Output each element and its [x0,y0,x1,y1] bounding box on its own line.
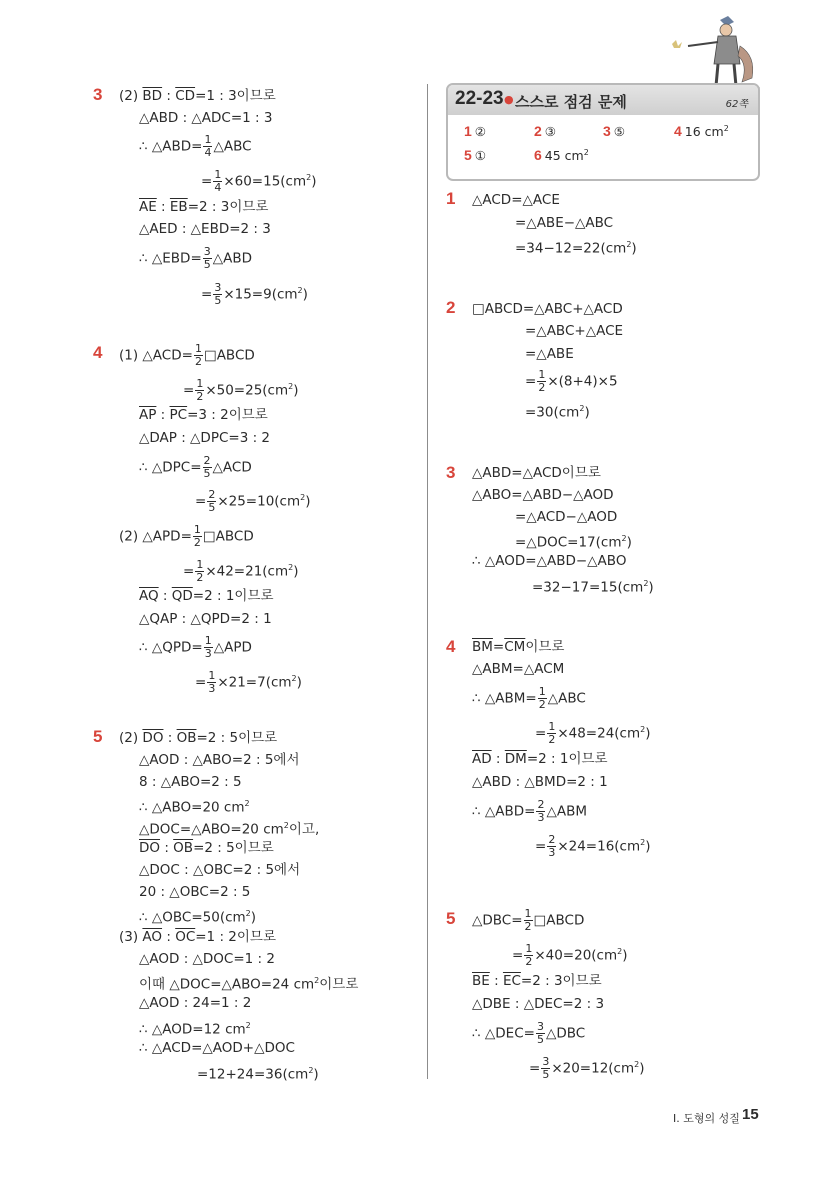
quick-answer: 5 ① [464,147,487,163]
solution-line: 이때 △DOC=△ABO=24 $cm^2$이므로 [139,976,359,993]
problem-number: 4 [93,343,103,362]
solution-line: $=34-12=22(cm^2)$ [515,240,637,257]
solution-line: $\overline{BM}=\overline{CM}$이므로 [472,639,565,655]
page-reference: 62쪽 [725,99,748,110]
solution-line: =△ABE [525,346,574,362]
problem-number: 5 [446,909,456,928]
solution-line: △QAP : △QPD=2 : 1 [139,611,272,627]
solution-line: △DOC=△ABO=20 $cm^2$이고, [139,821,320,838]
solution-line: 20 : △OBC=2 : 5 [139,884,251,900]
fraction: $\frac{1}{2}$ [538,368,546,394]
solution-line: △DBC= $\frac{1}{2}$ □ABCD [472,907,585,933]
solution-line: ∴ △AOD=12 $cm^2$ [139,1021,251,1038]
page-number: 15 [742,1106,759,1123]
fraction: $\frac{1}{2}$ [524,907,532,933]
fraction: $\frac{2}{3}$ [537,798,545,824]
solution-line: = $\frac{1}{2}$ $\times 48=24(cm^2)$ [535,720,651,746]
section-number: 22-23 [455,88,504,109]
quick-answer: 1 ② [464,123,487,139]
solution-line: $\overline{AQ}$ : $\overline{QD}=2$ : 1이므로 [139,588,274,604]
fraction: $\frac{1}{2}$ [196,377,204,403]
fraction: $\frac{1}{4}$ [214,168,222,194]
fraction: $\frac{2}{5}$ [208,488,216,514]
fraction: $\frac{1}{3}$ [208,669,216,695]
solution-line: = $\frac{3}{5}$ $\times 15=9(cm^2)$ [201,281,308,307]
solution-line: △AOD : 24=1 : 2 [139,995,252,1011]
solution-line: (1) △ACD= $\frac{1}{2}$ □ABCD [119,342,255,368]
fraction: $\frac{1}{2}$ [196,558,204,584]
solution-line: =△ACD−△AOD [515,509,618,525]
solution-line: (2) △APD= $\frac{1}{2}$ □ABCD [119,523,254,549]
solution-line: (2) $\overline{DO}$ : $\overline{OB}=2$ : 5이므로 [119,730,278,746]
fraction: $\frac{1}{2}$ [548,720,556,746]
quick-answer: 6 45 $cm^2$ [534,147,589,163]
column-divider [427,84,428,1079]
solution-line: ∴ △ABO=20 $cm^2$ [139,799,250,816]
solution-line: ∴ △DPC= $\frac{2}{5}$ △ACD [139,454,252,480]
solution-line: = $\frac{1}{2}$ $\times 42=21(cm^2)$ [183,558,299,584]
fraction: $\frac{2}{3}$ [548,833,556,859]
solution-line: = $\frac{1}{4}$ $\times 60=15(cm^2)$ [201,168,317,194]
self-check-header [448,85,758,115]
solution-line: =△ABC+△ACE [525,323,624,339]
solution-line: = $\frac{1}{3}$ $\times 21=7(cm^2)$ [195,669,302,695]
solution-line: □ABCD=△ABC+△ACD [472,301,623,317]
solution-line: △ABO=△ABD−△AOD [472,487,614,503]
solution-line: $\overline{DO}$ : $\overline{OB}=2$ : 5이므로 [139,840,274,856]
solution-line: $=32-17=15(cm^2)$ [532,579,654,596]
solution-line: △AOD : △DOC=1 : 2 [139,951,275,967]
solution-line: ∴ △QPD= $\frac{1}{3}$ △APD [139,634,252,660]
solution-line: △ABD : △BMD=2 : 1 [472,774,608,790]
quick-answer: 4 16 $cm^2$ [674,123,729,139]
solution-line: ∴ $\triangle OBC=50(cm^2)$ [139,909,257,926]
fraction: $\frac{3}{5}$ [214,281,222,307]
problem-number: 1 [446,189,456,208]
solution-line: (3) $\overline{AO}$ : $\overline{OC}=1$ : 2이므로 [119,929,276,945]
solution-line: =△ABE−△ABC [515,215,614,231]
problem-number: 3 [446,463,456,482]
quick-answer: 2 ③ [534,123,557,139]
solution-line: △DOC : △OBC=2 : 5에서 [139,862,301,878]
solution-line: = $\frac{1}{2}$ $\times 40=20(cm^2)$ [512,942,628,968]
solution-line: △DBE : △DEC=2 : 3 [472,996,605,1012]
solution-line: $=\triangle DOC=17(cm^2)$ [515,534,632,551]
problem-number: 2 [446,298,456,317]
solution-line: ∴ △ABD= $\frac{1}{4}$ △ABC [139,133,252,159]
solution-line: △AED : △EBD=2 : 3 [139,221,271,237]
solution-line: △ABM=△ACM [472,661,565,677]
quick-answer: 3 ⑤ [603,123,626,139]
fraction: $\frac{1}{2}$ [538,685,546,711]
solution-line: 8 : △ABO=2 : 5 [139,774,242,790]
fraction: $\frac{3}{5}$ [203,245,211,271]
solution-line: $\overline{AP}$ : $\overline{PC}=3$ : 2이므로 [139,407,268,423]
fraction: $\frac{1}{2}$ [525,942,533,968]
solution-line: △AOD : △ABO=2 : 5에서 [139,752,300,768]
fraction: $\frac{1}{2}$ [194,342,202,368]
solution-line: △ACD=△ACE [472,192,560,208]
fraction: $\frac{2}{5}$ [203,454,211,480]
solution-line: ∴ △ABD= $\frac{2}{3}$ △ABM [472,798,587,824]
solution-line: △ABD : △ADC=1 : 3 [139,110,273,126]
solution-line: ∴ △DEC= $\frac{3}{5}$ △DBC [472,1020,586,1046]
solution-line: △DAP : △DPC=3 : 2 [139,430,271,446]
solution-line: ∴ △ABM= $\frac{1}{2}$ △ABC [472,685,586,711]
solution-line: $\overline{BE}$ : $\overline{EC}=2$ : 3이므로 [472,973,602,989]
solution-line: $=30(cm^2)$ [525,404,590,421]
solution-line: $\overline{AE}$ : $\overline{EB}=2$ : 3이므로 [139,199,269,215]
solution-line: ∴ △ACD=△AOD+△DOC [139,1040,295,1056]
fraction: $\frac{3}{5}$ [536,1020,544,1046]
solution-line: ∴ △AOD=△ABD−△ABO [472,553,627,569]
solution-line: = $\frac{1}{2}$ $\times 50=25(cm^2)$ [183,377,299,403]
solution-line: $\overline{AD}$ : $\overline{DM}=2$ : 1이므로 [472,751,608,767]
solution-line: (2) $\overline{BD}$ : $\overline{CD}=1$ : 3이므로 [119,88,276,104]
solution-line: = $\frac{2}{5}$ $\times 25=10(cm^2)$ [195,488,311,514]
solution-line: △ABD=△ACD이므로 [472,465,601,481]
problem-number: 3 [93,85,103,104]
solution-line: = $\frac{2}{3}$ $\times 24=16(cm^2)$ [535,833,651,859]
problem-number: 4 [446,637,456,656]
chapter-label: I. 도형의 성질 [673,1112,740,1125]
self-check-answer-box [446,83,760,181]
fraction: $\frac{1}{2}$ [193,523,201,549]
solution-line: ∴ △EBD= $\frac{3}{5}$ △ABD [139,245,253,271]
fraction: $\frac{3}{5}$ [542,1055,550,1081]
fraction: $\frac{1}{4}$ [204,133,212,159]
solution-line: $=12+24=36(cm^2)$ [197,1066,319,1083]
wizard-with-wand-icon [668,16,760,90]
solution-line: = $\frac{3}{5}$ $\times 20=12(cm^2)$ [529,1055,645,1081]
problem-number: 5 [93,727,103,746]
solution-line: = $\frac{1}{2}$ ×(8+4)×5 [525,368,618,394]
bullet-dot: ● [504,93,514,106]
section-title: 스스로 점검 문제 [515,93,627,111]
fraction: $\frac{1}{3}$ [204,634,212,660]
